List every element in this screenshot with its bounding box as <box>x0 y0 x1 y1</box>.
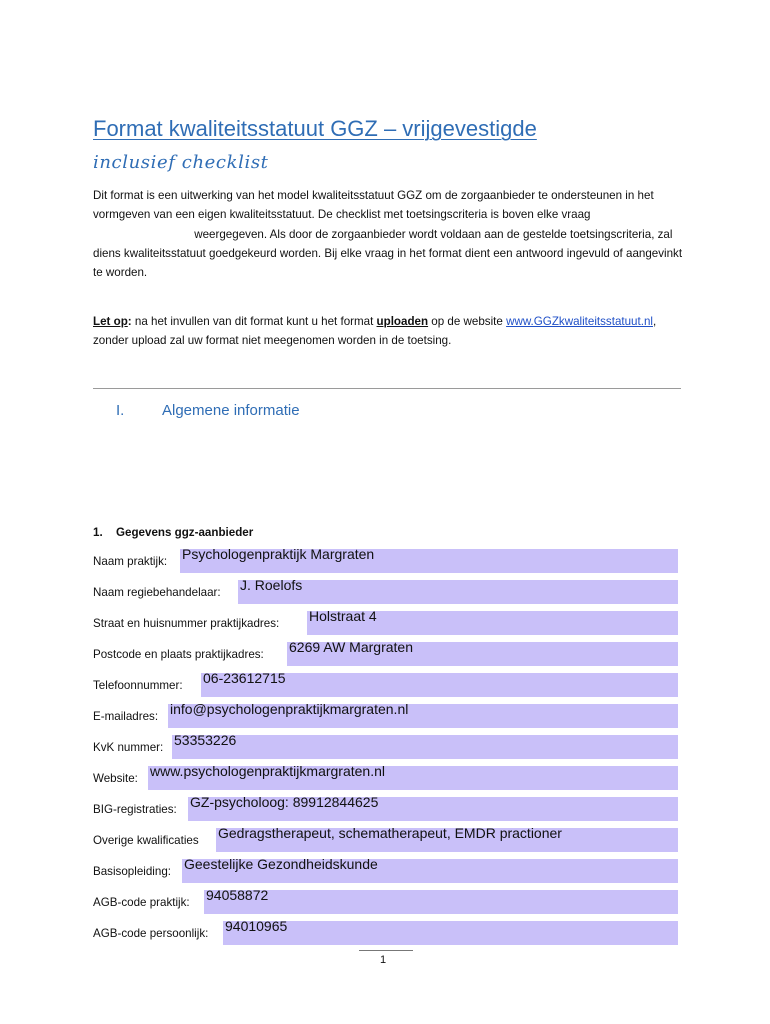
field-input-agb-praktijk[interactable] <box>204 890 678 914</box>
document-subtitle: inclusief checklist <box>93 152 269 173</box>
intro-paragraph <box>93 186 683 282</box>
field-label-kvk: KvK nummer: <box>93 741 164 754</box>
field-label-regiebehandelaar: Naam regiebehandelaar: <box>93 586 221 599</box>
section-number: I. <box>116 402 125 419</box>
field-label-email: E-mailadres: <box>93 710 159 723</box>
section-divider <box>93 388 681 389</box>
intro-text-part2: weergegeven. Als door de zorgaanbieder wordt voldaan aan de gestelde toetsingscriteria, zal diens kwaliteitsstatuut goedgekeurd worden. Bij elke vraag in het format dient een antwoord ingevuld of aangevinkt te worden. <box>93 227 683 280</box>
note-text-3: , zonder upload zal uw format niet meegenomen worden in de toetsing. <box>93 315 657 348</box>
field-label-postcode: Postcode en plaats praktijkadres: <box>93 648 264 661</box>
field-value-website: www.psychologenpraktijkmargraten.nl <box>150 766 385 779</box>
field-input-naam-praktijk[interactable] <box>180 549 678 573</box>
field-label-kwalificaties: Overige kwalificaties <box>93 834 199 847</box>
field-label-telefoon: Telefoonnummer: <box>93 679 183 692</box>
note-text-1: na het invullen van dit format kunt u het format <box>131 315 377 328</box>
note-upload-word: uploaden <box>376 315 429 328</box>
field-input-big[interactable] <box>188 797 678 821</box>
field-input-website[interactable] <box>148 766 678 790</box>
footer-divider <box>359 950 413 951</box>
website-link[interactable]: www.GGZkwaliteitsstatuut.nl <box>506 315 653 328</box>
field-label-website: Website: <box>93 772 138 785</box>
subsection-title: Gegevens ggz-aanbieder <box>116 526 254 539</box>
field-value-email: info@psychologenpraktijkmargraten.nl <box>170 704 409 717</box>
page-number: 1 <box>380 954 387 966</box>
field-label-agb-praktijk: AGB-code praktijk: <box>93 896 190 909</box>
field-input-telefoon[interactable] <box>201 673 678 697</box>
field-input-regiebehandelaar[interactable] <box>238 580 678 604</box>
field-value-agb-persoonlijk: 94010965 <box>225 921 288 934</box>
field-value-basisopleiding: Geestelijke Gezondheidskunde <box>184 859 378 872</box>
field-input-kvk[interactable] <box>172 735 678 759</box>
field-value-big: GZ-psycholoog: 89912844625 <box>190 797 379 810</box>
note-label: Let op <box>93 315 128 328</box>
field-value-straat: Holstraat 4 <box>309 611 377 624</box>
field-label-big: BIG-registraties: <box>93 803 177 816</box>
field-label-basisopleiding: Basisopleiding: <box>93 865 171 878</box>
field-label-straat: Straat en huisnummer praktijkadres: <box>93 617 280 630</box>
intro-text-part1: Dit format is een uitwerking van het model kwaliteitsstatuut GGZ om de zorgaanbieder te ondersteunen in het vormgeven van een eigen kwaliteitsstatuut. De checklist met toetsingscriteria is boven elke vraag <box>93 189 654 222</box>
field-input-agb-persoonlijk[interactable] <box>223 921 678 945</box>
field-input-postcode[interactable] <box>287 642 678 666</box>
field-input-straat[interactable] <box>307 611 678 635</box>
field-label-agb-persoonlijk: AGB-code persoonlijk: <box>93 927 209 940</box>
field-value-naam-praktijk: Psychologenpraktijk Margraten <box>182 549 375 562</box>
field-input-kwalificaties[interactable] <box>216 828 678 852</box>
document-title: Format kwaliteitsstatuut GGZ – vrijgevestigde <box>93 116 537 141</box>
upload-note <box>93 312 683 351</box>
field-value-agb-praktijk: 94058872 <box>206 890 269 903</box>
note-text-2: op de website <box>428 315 507 328</box>
field-value-telefoon: 06-23612715 <box>203 673 286 686</box>
field-value-regiebehandelaar: J. Roelofs <box>240 580 303 593</box>
note-colon: : <box>127 315 132 328</box>
section-title: Algemene informatie <box>162 402 300 419</box>
field-input-basisopleiding[interactable] <box>182 859 678 883</box>
field-value-postcode: 6269 AW Margraten <box>289 642 413 655</box>
field-value-kvk: 53353226 <box>174 735 237 748</box>
field-input-email[interactable] <box>168 704 678 728</box>
subsection-number: 1. <box>93 526 103 539</box>
field-value-kwalificaties: Gedragstherapeut, schematherapeut, EMDR practioner <box>218 828 562 841</box>
field-label-naam-praktijk: Naam praktijk: <box>93 555 168 568</box>
